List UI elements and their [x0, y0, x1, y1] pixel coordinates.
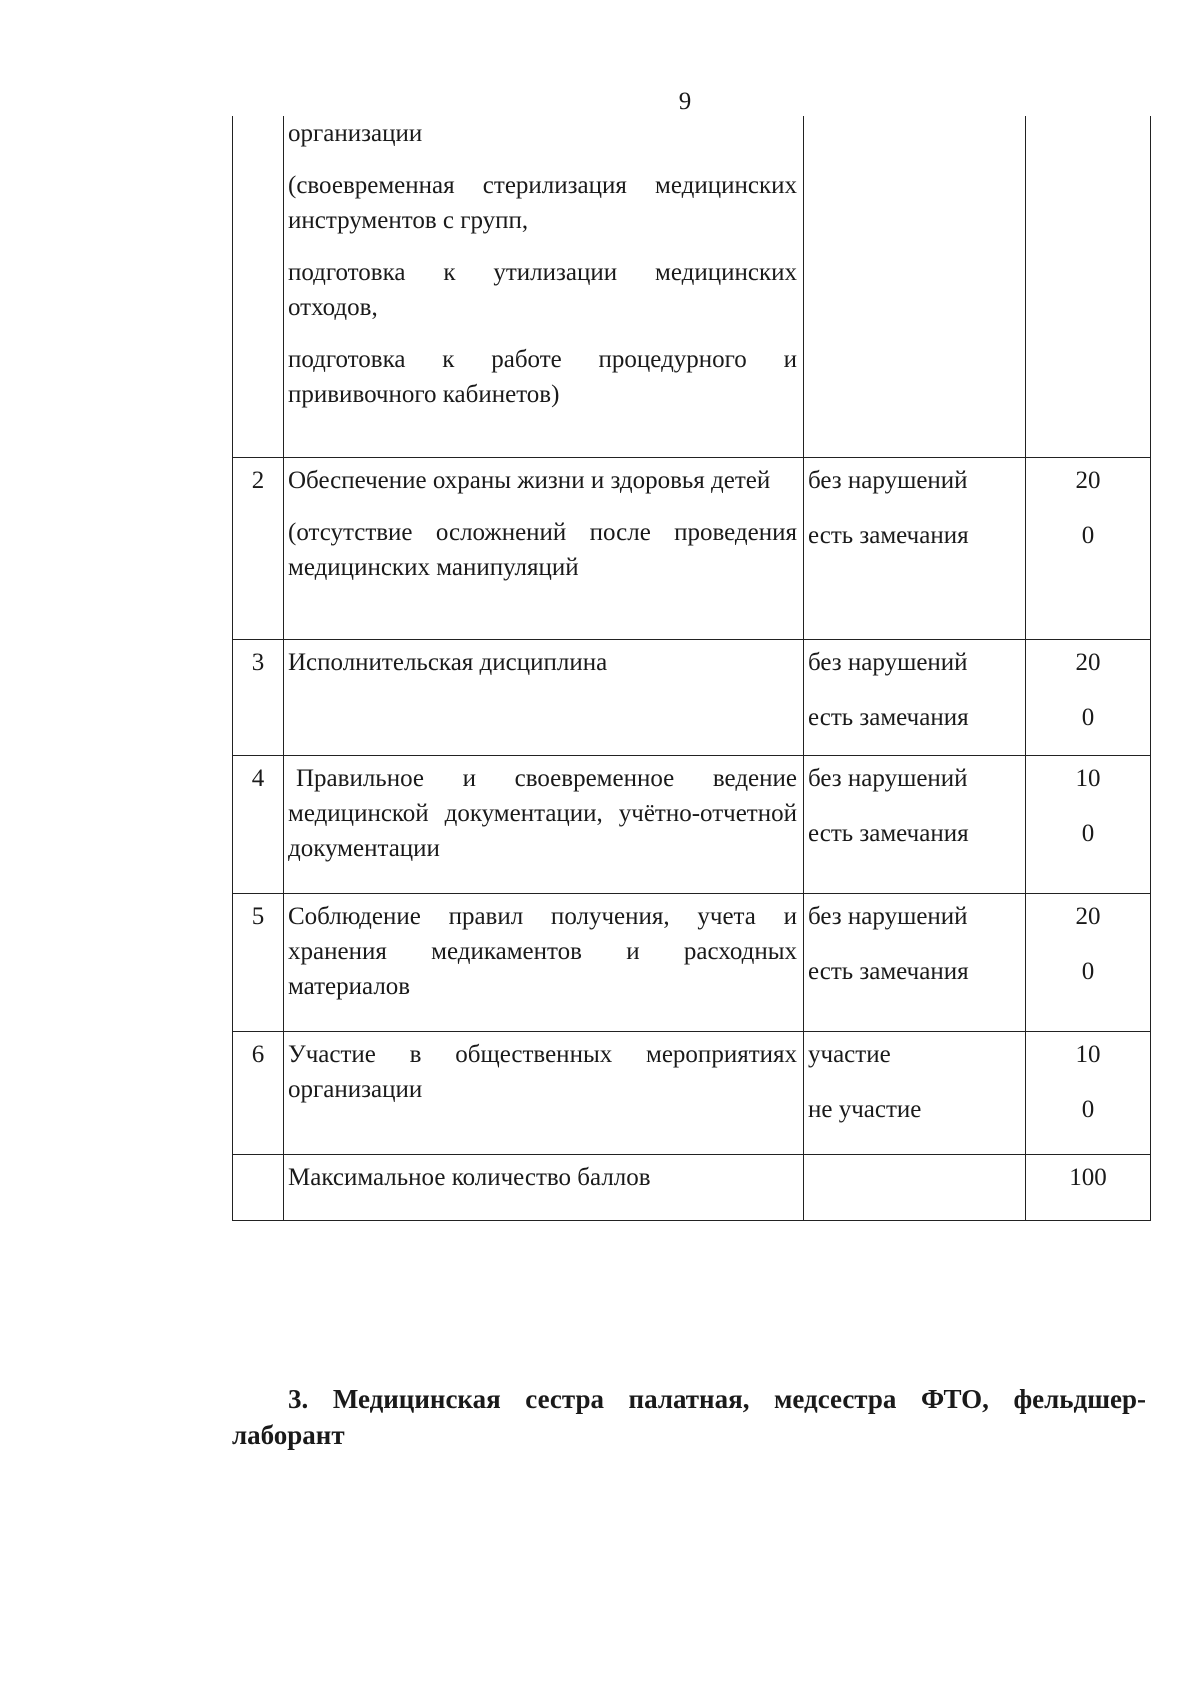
option-label: есть замечания — [808, 957, 969, 985]
criterion-text: организации — [288, 120, 423, 147]
row-number: 6 — [251, 1040, 265, 1068]
criterion-text: Обеспечение охраны жизни и здоровья детей — [288, 466, 771, 494]
page-number: 9 — [678, 88, 692, 115]
points-value: 20 — [1075, 648, 1101, 676]
section-heading: 3. Медицинская сестра палатная, медсестра ФТО, фельдшер-лаборант — [232, 1384, 1146, 1450]
row-number: 3 — [251, 648, 265, 676]
criterion-text: (своевременная стерилизация медицинских инструментов с групп, — [288, 172, 797, 234]
criterion-text: подготовка к утилизации медицинских отходов, — [288, 259, 797, 321]
evaluation-table — [232, 116, 1151, 1221]
table-row — [233, 755, 1151, 893]
criterion-text: Соблюдение правил получения, учета и хранения медикаментов и расходных материалов — [288, 902, 797, 1000]
num-cell — [233, 1154, 284, 1220]
option-cell — [804, 116, 1026, 457]
table-row-continuation — [233, 116, 1151, 457]
criterion-text: Участие в общественных мероприятиях организации — [288, 1040, 797, 1103]
criterion-text: Правильное и своевременное ведение медицинской документации, учётно-отчетной документации — [288, 764, 797, 862]
criterion-text: Исполнительская дисциплина — [288, 648, 608, 676]
points-value: 0 — [1081, 521, 1095, 549]
row-number: 4 — [251, 764, 265, 792]
option-label: не участие — [808, 1095, 922, 1123]
option-label: без нарушений — [808, 764, 968, 792]
option-label: участие — [808, 1040, 891, 1068]
criterion-text: подготовка к работе процедурного и прививочного кабинетов) — [288, 346, 797, 408]
total-label: Максимальное количество баллов — [288, 1163, 651, 1191]
points-value: 20 — [1075, 466, 1101, 494]
table-row — [233, 639, 1151, 755]
table-row-total — [233, 1154, 1151, 1220]
option-label: есть замечания — [808, 521, 969, 549]
criterion-cell — [284, 116, 804, 457]
option-label: есть замечания — [808, 819, 969, 847]
points-cell — [1026, 116, 1151, 457]
total-points: 100 — [1069, 1163, 1107, 1191]
points-value: 0 — [1081, 957, 1095, 985]
option-label: есть замечания — [808, 703, 969, 731]
points-value: 0 — [1081, 1095, 1095, 1123]
table-row — [233, 1031, 1151, 1154]
criterion-text: (отсутствие осложнений после проведения медицинских манипуляций — [288, 518, 797, 581]
table-row — [233, 893, 1151, 1031]
table-row — [233, 457, 1151, 639]
num-cell — [233, 116, 284, 457]
points-value: 10 — [1075, 1040, 1101, 1068]
points-value: 0 — [1081, 819, 1095, 847]
row-number: 2 — [251, 466, 265, 494]
points-value: 0 — [1081, 703, 1095, 731]
points-value: 20 — [1075, 902, 1101, 930]
points-value: 10 — [1075, 764, 1101, 792]
option-label: без нарушений — [808, 902, 968, 930]
option-label: без нарушений — [808, 648, 968, 676]
row-number: 5 — [251, 902, 265, 930]
option-label: без нарушений — [808, 466, 968, 494]
option-cell — [804, 1154, 1026, 1220]
